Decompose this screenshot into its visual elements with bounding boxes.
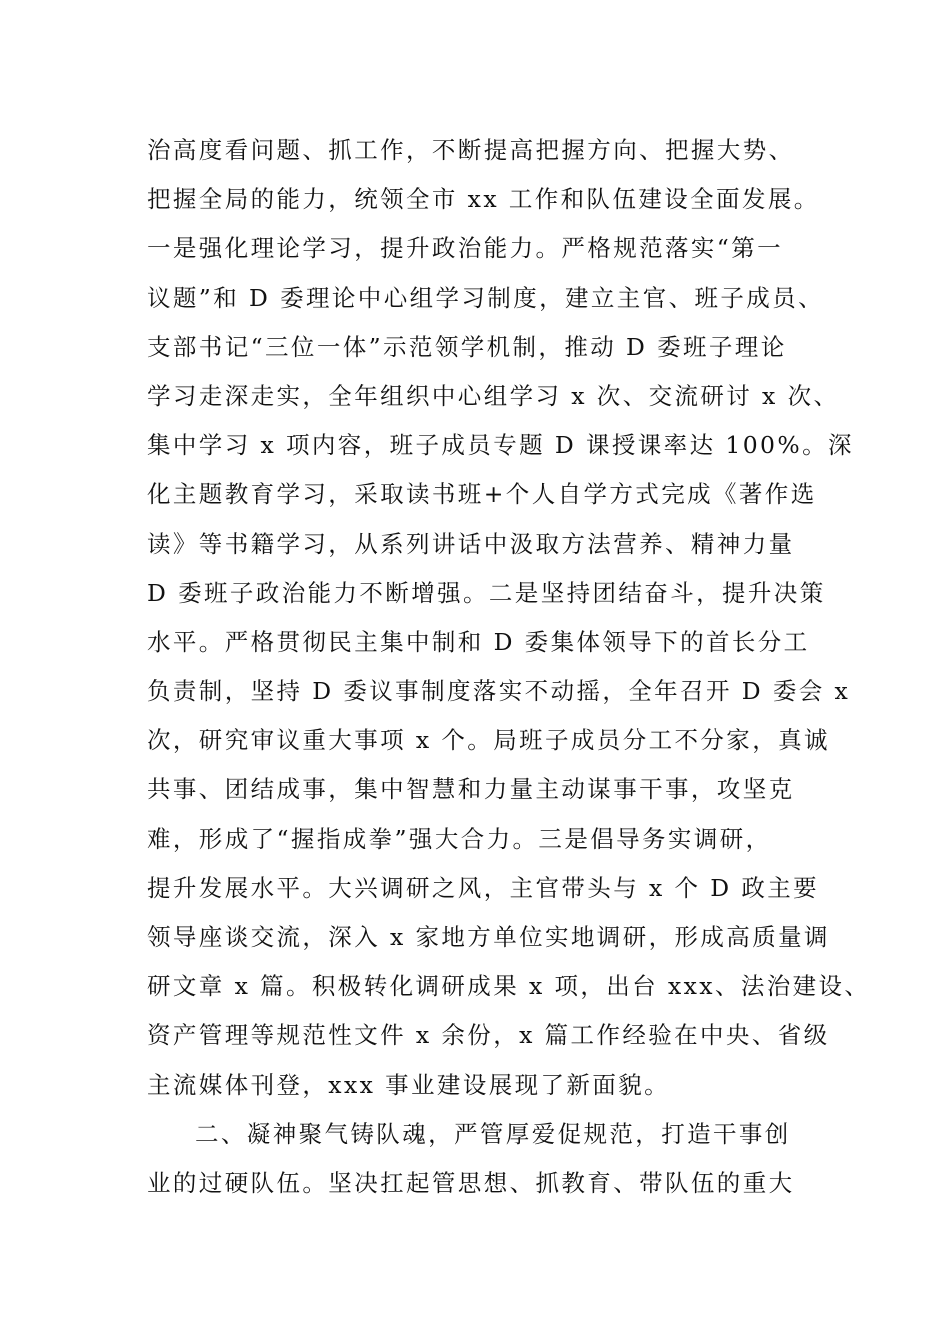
text-line: 一是强化理论学习，提升政治能力。严格规范落实“第一 xyxy=(147,234,784,263)
text-line: 共事、团结成事，集中智慧和力量主动谋事干事，攻坚克 xyxy=(147,775,795,804)
text-line: 支部书记“三位一体”示范领学机制，推动 D 委班子理论 xyxy=(147,332,787,361)
text-line: 主流媒体刊登，xxx 事业建设展现了新面貌。 xyxy=(147,1070,671,1099)
text-line: 领导座谈交流，深入 x 家地方单位实地调研，形成高质量调 xyxy=(147,923,830,951)
text-line: 治高度看问题、抓工作，不断提高把握方向、把握大势、 xyxy=(147,136,795,164)
text-line: 难，形成了“握指成拳”强大合力。三是倡导务实调研， xyxy=(147,824,772,853)
text-line: 学习走深走实，全年组织中心组学习 x 次、交流研讨 x 次、 xyxy=(147,381,840,410)
text-line: 水平。严格贯彻民主集中制和 D 委集体领导下的首长分工 xyxy=(147,627,810,656)
text-line: 读》等书籍学习，从系列讲话中汲取方法营养、精神力量 xyxy=(147,529,795,558)
text-line: 把握全局的能力，统领全市 xx 工作和队伍建设全面发展。 xyxy=(147,185,820,214)
text-line: 资产管理等规范性文件 x 余份，x 篇工作经验在中央、省级 xyxy=(147,1021,830,1050)
text-line: 次，研究审议重大事项 x 个。局班子成员分工不分家，真诚 xyxy=(147,726,830,755)
text-line: 业的过硬队伍。坚决扛起管思想、抓教育、带队伍的重大 xyxy=(147,1168,795,1197)
section-heading-line: 二、凝神聚气铸队魂，严管厚爱促规范，打造干事创 xyxy=(195,1119,791,1148)
text-line: 提升发展水平。大兴调研之风，主官带头与 x 个 D 政主要 xyxy=(147,873,820,902)
text-line: D 委班子政治能力不断增强。二是坚持团结奋斗，提升决策 xyxy=(147,578,826,607)
body-text xyxy=(147,126,871,1208)
text-line: 负责制，坚持 D 委议事制度落实不动摇，全年召开 D 委会 x xyxy=(147,677,851,706)
text-line: 化主题教育学习，采取读书班+个人自学方式完成《著作选 xyxy=(147,480,817,509)
text-line: 议题”和 D 委理论中心组学习制度，建立主官、班子成员、 xyxy=(147,283,824,312)
text-line: 集中学习 x 项内容，班子成员专题 D 课授课率达 100%。深 xyxy=(147,431,854,460)
text-line: 研文章 x 篇。积极转化调研成果 x 项，出台 xxx、法治建设、 xyxy=(147,972,871,1001)
